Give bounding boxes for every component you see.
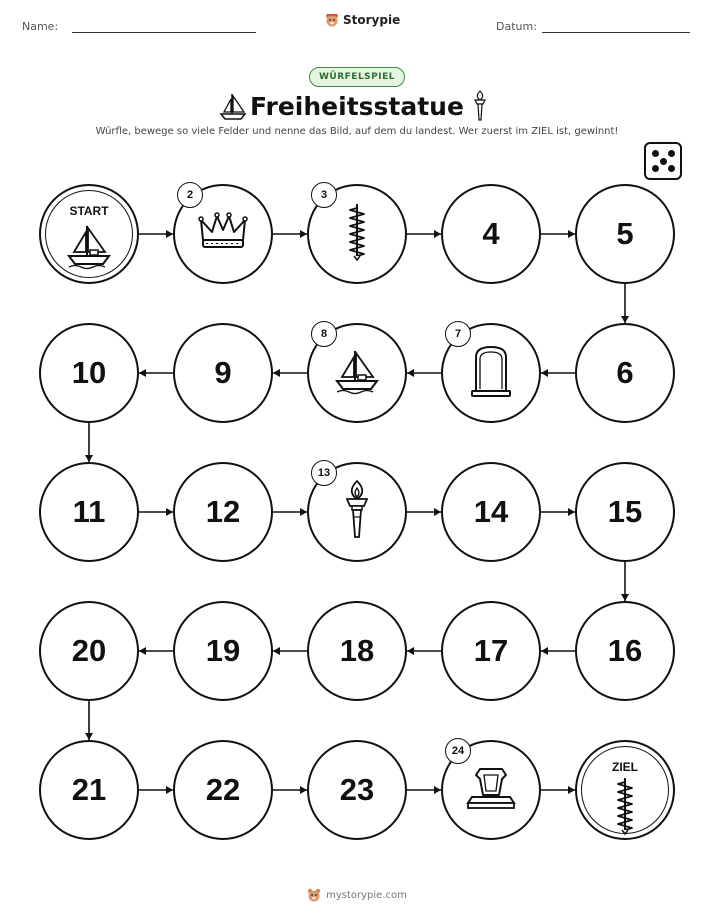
space-number-tag: 2 — [177, 182, 203, 208]
date-label: Datum: — [496, 20, 537, 33]
space-number: 20 — [71, 633, 107, 668]
space-number: 14 — [473, 494, 509, 529]
arrow-head — [541, 647, 548, 655]
date-line[interactable] — [542, 32, 690, 33]
spiral-staircase-icon — [613, 776, 637, 840]
name-label: Name: — [22, 20, 59, 33]
space-number: 17 — [473, 633, 509, 668]
space-number-tag: 13 — [311, 460, 337, 486]
sailboat-icon — [333, 347, 381, 399]
torch-icon — [470, 90, 490, 122]
board-space-21 — [39, 740, 139, 840]
arrow-head — [434, 508, 441, 516]
game-type-badge: WÜRFELSPIEL — [309, 67, 405, 87]
arrow-head — [407, 369, 414, 377]
tablet-icon — [468, 343, 514, 403]
arrow-head — [434, 786, 441, 794]
arrow-head — [300, 786, 307, 794]
board-space-15 — [575, 462, 675, 562]
board-space-4 — [441, 184, 541, 284]
space-number: 10 — [71, 355, 107, 390]
arrow-head — [621, 316, 629, 323]
arrow-head — [85, 733, 93, 740]
arrow-head — [568, 230, 575, 238]
arrow-head — [407, 647, 414, 655]
arrow-head — [568, 508, 575, 516]
arrow-head — [273, 647, 280, 655]
space-number: 21 — [71, 772, 107, 807]
bear-logo-icon — [307, 888, 321, 902]
arrow-head — [568, 786, 575, 794]
finish-space — [575, 740, 675, 840]
arrow-head — [621, 594, 629, 601]
arrow-head — [166, 786, 173, 794]
arrow-head — [139, 647, 146, 655]
board-space-16 — [575, 601, 675, 701]
arrow-head — [273, 369, 280, 377]
space-number: 9 — [214, 355, 232, 390]
board-space-10 — [39, 323, 139, 423]
arrow-head — [166, 508, 173, 516]
board-space-20 — [39, 601, 139, 701]
page-title: Freiheitsstatue — [250, 92, 464, 121]
space-number: 19 — [205, 633, 241, 668]
board-space-14 — [441, 462, 541, 562]
board-space-19 — [173, 601, 273, 701]
board-space-6 — [575, 323, 675, 423]
spiral-staircase-icon — [345, 202, 369, 266]
board-space-9 — [173, 323, 273, 423]
board-space-18 — [307, 601, 407, 701]
footer — [0, 888, 714, 902]
board-space-22 — [173, 740, 273, 840]
sailboat-icon — [65, 222, 113, 274]
space-number: 5 — [616, 216, 634, 251]
arrow-head — [541, 369, 548, 377]
name-line[interactable] — [72, 32, 256, 33]
arrow-head — [300, 230, 307, 238]
board-space-12 — [173, 462, 273, 562]
space-number-tag: 8 — [311, 321, 337, 347]
instructions: Würfle, bewege so viele Felder und nenne das Bild, auf dem du landest. Wer zuerst im ZIEL ist, gewinnt! — [95, 126, 619, 137]
arrow-head — [139, 369, 146, 377]
start-label: START — [69, 204, 109, 218]
space-number-tag: 7 — [445, 321, 471, 347]
dice-icon — [644, 142, 682, 180]
space-number: 22 — [205, 772, 241, 807]
finish-label: ZIEL — [612, 760, 638, 774]
space-number: 23 — [339, 772, 375, 807]
footer-url: mystorypie.com — [326, 889, 407, 901]
space-number: 18 — [339, 633, 375, 668]
arrow-head — [85, 455, 93, 462]
start-space — [39, 184, 139, 284]
arrow-head — [166, 230, 173, 238]
space-number: 11 — [72, 494, 106, 529]
space-number: 12 — [205, 494, 241, 529]
space-number: 15 — [607, 494, 643, 529]
space-number-tag: 3 — [311, 182, 337, 208]
space-number: 6 — [616, 355, 634, 390]
brand-logo — [325, 13, 400, 27]
arrow-head — [434, 230, 441, 238]
space-number: 4 — [482, 216, 500, 251]
board-space-23 — [307, 740, 407, 840]
space-number-tag: 24 — [445, 738, 471, 764]
board-space-17 — [441, 601, 541, 701]
torch-icon — [342, 479, 372, 545]
bear-logo-icon — [325, 13, 339, 27]
board-space-11 — [39, 462, 139, 562]
crown-icon — [198, 212, 248, 256]
brand-name: Storypie — [343, 13, 401, 27]
arrow-head — [300, 508, 307, 516]
pedestal-icon — [466, 765, 516, 815]
space-number: 16 — [607, 633, 643, 668]
board-space-5 — [575, 184, 675, 284]
